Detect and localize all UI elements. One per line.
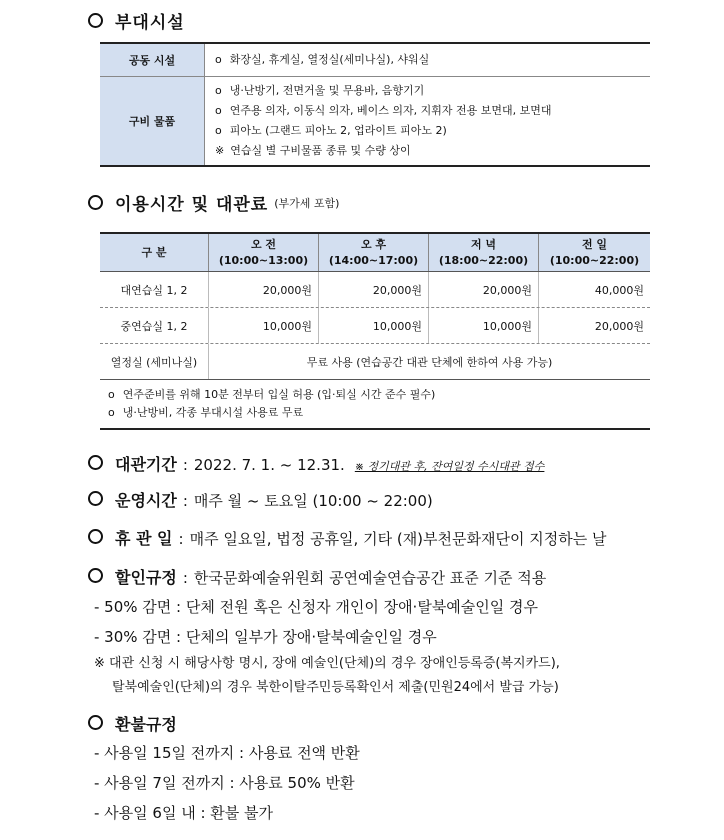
fees-price: 20,000원 (428, 272, 538, 307)
fees-col-name: 저 녁 (470, 237, 497, 251)
fees-price: 20,000원 (318, 272, 428, 307)
circle-bullet-icon (88, 529, 103, 544)
fees-header-col (318, 234, 428, 271)
refund-item: - 사용일 6일 내 : 환불 불가 (94, 804, 274, 822)
fees-header-col (428, 234, 538, 271)
fees-note-item: o 연주준비를 위해 10분 전부터 입실 허용 (입·퇴실 시간 준수 필수) (108, 386, 642, 404)
fees-header-category (100, 234, 208, 271)
fees-subtitle: (부가세 포함) (274, 196, 340, 210)
facilities-item: o 화장실, 휴게실, 열정실(세미나실), 샤워실 (215, 50, 429, 70)
fees-price: 20,000원 (208, 272, 318, 307)
closed-line (88, 526, 606, 549)
closed-value: 매주 일요일, 법정 공휴일, 기타 (재)부천문화재단이 지정하는 날 (189, 530, 607, 548)
fees-col-time: (14:00~17:00) (328, 253, 419, 267)
period-line (88, 452, 544, 475)
period-note: ※ 정기대관 후, 잔여일정 수시대관 접수 (354, 460, 545, 473)
fees-note-item: o 냉·난방비, 각종 부대시설 사용료 무료 (108, 404, 642, 422)
discount-label: 할인규정 (115, 568, 177, 587)
refund-label: 환불규정 (115, 715, 177, 734)
fees-col-name: 오 후 (360, 237, 387, 251)
facilities-item: o 피아노 (그랜드 피아노 2, 업라이트 피아노 2) (215, 121, 640, 141)
colon-separator: : (182, 569, 188, 587)
hours-label: 운영시간 (115, 491, 177, 510)
fees-col-time: (10:00~13:00) (218, 253, 309, 267)
colon-separator: : (182, 492, 188, 510)
fees-col-time: (10:00~22:00) (549, 253, 640, 267)
fees-heading (88, 190, 339, 215)
facilities-row-label: 구비 물품 (100, 77, 205, 165)
fees-col-time: (18:00~22:00) (438, 253, 529, 267)
colon-separator: : (178, 530, 184, 548)
discount-note: ※ 대관 신청 시 해당사항 명시, 장애 예술인(단체)의 경우 장애인등록증(복지카드), (94, 656, 560, 671)
hours-value: 매주 월 ~ 토요일 (10:00 ~ 22:00) (193, 492, 433, 510)
fees-header-col (538, 234, 650, 271)
facilities-row-label: 공동 시설 (100, 44, 205, 76)
closed-label: 휴 관 일 (115, 529, 173, 548)
period-value: 2022. 7. 1. ~ 12.31. (193, 456, 345, 474)
fees-notes (100, 380, 650, 430)
circle-bullet-icon (88, 13, 103, 28)
fees-price: 10,000원 (428, 308, 538, 343)
fees-price: 20,000원 (538, 308, 650, 343)
refund-item: - 사용일 15일 전까지 : 사용료 전액 반환 (94, 744, 360, 762)
circle-bullet-icon (88, 455, 103, 470)
circle-bullet-icon (88, 195, 103, 210)
fees-room-name: 대연습실 1, 2 (120, 283, 188, 297)
fees-table-row (100, 272, 650, 308)
fees-room-name: 중연습실 1, 2 (120, 319, 188, 333)
fees-header-category-label: 구 분 (141, 245, 167, 259)
discount-item: - 30% 감면 : 단체의 일부가 장애·탈북예술인일 경우 (94, 628, 437, 646)
discount-value: 한국문화예술위원회 공연예술연습공간 표준 기준 적용 (193, 569, 547, 587)
facilities-item: o 연주용 의자, 이동식 의자, 베이스 의자, 지휘자 전용 보면대, 보면대 (215, 101, 640, 121)
fees-col-name: 전 일 (581, 237, 608, 251)
facilities-row-content (205, 44, 650, 76)
fees-price: 10,000원 (318, 308, 428, 343)
period-label: 대관기간 (115, 455, 177, 474)
facilities-note: ※ 연습실 별 구비물품 종류 및 수량 상이 (215, 141, 640, 161)
fees-table (100, 232, 650, 430)
fees-price: 40,000원 (538, 272, 650, 307)
fees-seminar-text: 무료 사용 (연습공간 대관 단체에 한하여 사용 가능) (208, 344, 650, 379)
discount-note: 탈북예술인(단체)의 경우 북한이탈주민등록확인서 제출(민원24에서 발급 가능) (112, 680, 559, 695)
colon-separator: : (182, 456, 188, 474)
fees-table-row (100, 308, 650, 344)
refund-item: - 사용일 7일 전까지 : 사용료 50% 반환 (94, 774, 355, 792)
discount-item: - 50% 감면 : 단체 전원 혹은 신청자 개인이 장애·탈북예술인일 경우 (94, 598, 539, 616)
fees-title: 이용시간 및 대관료 (115, 195, 269, 215)
circle-bullet-icon (88, 568, 103, 583)
fees-header-col (208, 234, 318, 271)
facilities-table (100, 42, 650, 167)
discount-line (88, 565, 546, 588)
facilities-row (100, 76, 650, 165)
fees-header-row (100, 234, 650, 272)
facilities-item: o 냉·난방기, 전면거울 및 무용바, 음향기기 (215, 81, 640, 101)
refund-line (88, 712, 177, 735)
fees-col-name: 오 전 (250, 237, 277, 251)
hours-line (88, 488, 433, 511)
facilities-title: 부대시설 (115, 13, 185, 33)
facilities-row (100, 44, 650, 76)
fees-price: 10,000원 (208, 308, 318, 343)
facilities-heading (88, 8, 185, 33)
fees-seminar-row (100, 344, 650, 380)
fees-seminar-name: 열정실 (세미나실) (110, 355, 198, 369)
circle-bullet-icon (88, 491, 103, 506)
facilities-row-content (205, 77, 650, 165)
circle-bullet-icon (88, 715, 103, 730)
